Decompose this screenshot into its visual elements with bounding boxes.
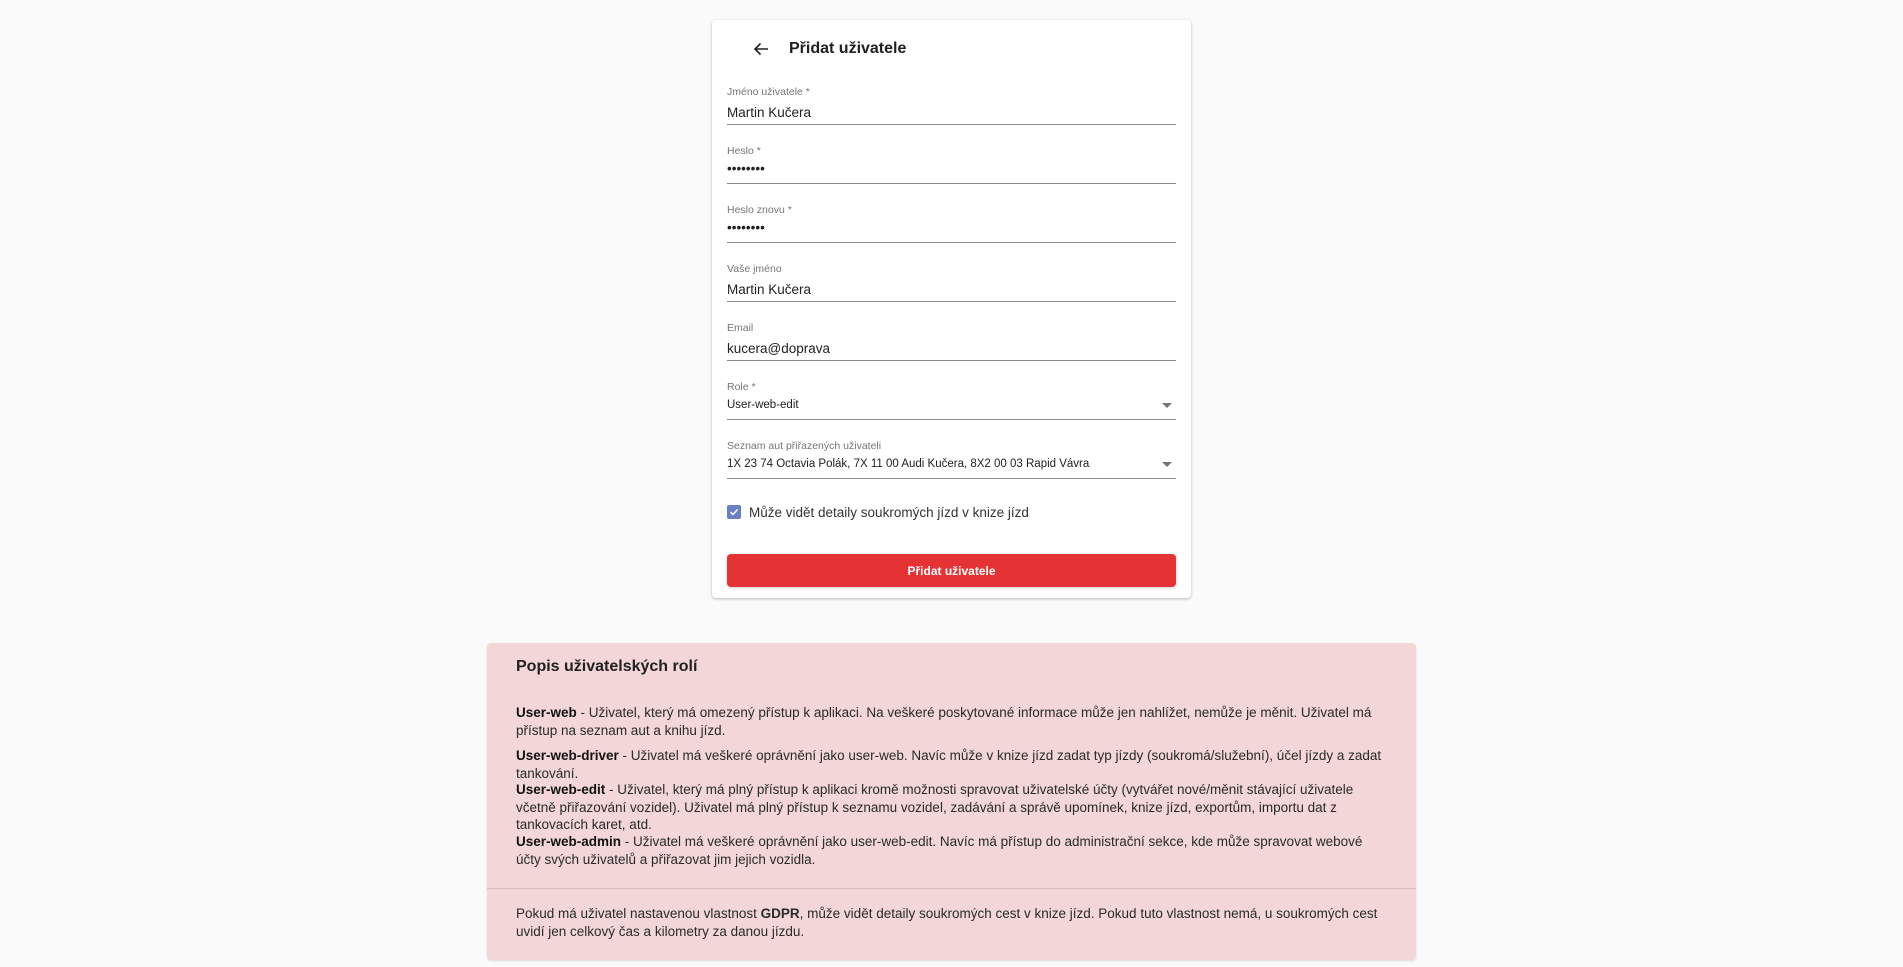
role-name: User-web-driver [516,748,619,763]
check-icon [729,507,739,517]
role-name: User-web-edit [516,782,606,797]
role-label: Role * [727,381,756,393]
role-select[interactable] [727,373,1176,432]
password-label: Heslo * [727,145,761,157]
your-name-input[interactable] [727,279,1176,299]
gdpr-checkbox-row[interactable] [727,500,1176,524]
email-input[interactable] [727,338,1176,358]
username-field[interactable] [727,78,1176,137]
your-name-field[interactable] [727,255,1176,314]
field-underline [727,183,1176,184]
gdpr-checkbox[interactable] [727,505,741,519]
your-name-label: Vaše jméno [727,263,782,275]
role-description-user-web-edit [516,781,1386,834]
cars-select[interactable] [727,432,1176,492]
card-header [727,20,1176,78]
username-input[interactable] [727,102,1176,122]
add-user-button[interactable]: Přidat uživatele [727,554,1176,587]
page-title: Přidat uživatele [789,40,907,57]
field-underline [727,301,1176,302]
password-input[interactable]: •••••••• [727,161,765,176]
password-again-field[interactable] [727,196,1176,255]
divider [487,888,1416,889]
gdpr-keyword: GDPR [760,906,800,921]
field-underline [727,242,1176,243]
caret-down-icon[interactable] [1162,462,1172,467]
cars-selected-value[interactable]: 1X 23 74 Octavia Polák, 7X 11 00 Audi Kučera, 8X2 00 03 Rapid Vávra [727,458,1090,470]
role-text: - Uživatel má veškeré oprávnění jako user-web-edit. Navíc má přístup do administrační sekce, kde může spravovat webové účty svých uživatelů a přiřazovat jim jejich vozidla. [516,834,1363,867]
field-underline [727,360,1176,361]
field-underline [727,124,1176,125]
role-text: - Uživatel, který má omezený přístup k aplikaci. Na veškeré poskytované informace může jen nahlížet, nemůže je měnit. Uživatel má přístup na seznam aut a knihu jízd. [516,705,1372,738]
field-underline [727,419,1176,420]
role-description-user-web-driver [516,747,1386,782]
role-name: User-web-admin [516,834,622,849]
password-again-input[interactable]: •••••••• [727,220,765,235]
roles-info-card [487,643,1416,960]
username-label: Jméno uživatele * [727,86,810,98]
role-description-user-web [516,704,1386,739]
arrow-left-icon [753,41,769,57]
password-again-label: Heslo znovu * [727,204,792,216]
email-field[interactable] [727,314,1176,373]
role-selected-value[interactable]: User-web-edit [727,399,799,411]
role-text: - Uživatel, který má plný přístup k aplikaci kromě možnosti spravovat uživatelské účty (vytvářet nové/měnit stávající uživatele včetně přiřazování vozidel). Uživatel má plný přístup k seznamu vozidel, zadávání a správě upomínek, knize jízd, exportům, importu dat z tankovacích karet, atd. [516,782,1354,833]
email-label: Email [727,322,754,334]
role-description-user-web-admin [516,833,1386,868]
back-button[interactable] [747,35,775,63]
caret-down-icon[interactable] [1162,403,1172,408]
cars-label: Seznam aut přiřazených uživateli [727,440,882,452]
gdpr-suffix: , může vidět detaily soukromých cest v knize jízd. Pokud tuto vlastnost nemá, u soukromých cest uvidí jen celkový čas a kilometry za danou jízdu. [516,906,1378,939]
role-text: - Uživatel má veškeré oprávnění jako user-web. Navíc může v knize jízd zadat typ jízdy (soukromá/služební), účel jízdy a zadat tankování. [516,748,1382,781]
password-field[interactable] [727,137,1176,196]
add-user-card [712,20,1191,598]
roles-info-title: Popis uživatelských rolí [516,658,698,675]
gdpr-prefix: Pokud má uživatel nastavenou vlastnost [516,906,761,921]
gdpr-note [516,905,1386,940]
gdpr-checkbox-label[interactable]: Může vidět detaily soukromých jízd v knize jízd [749,504,1029,520]
field-underline [727,478,1176,479]
role-name: User-web [516,705,577,720]
